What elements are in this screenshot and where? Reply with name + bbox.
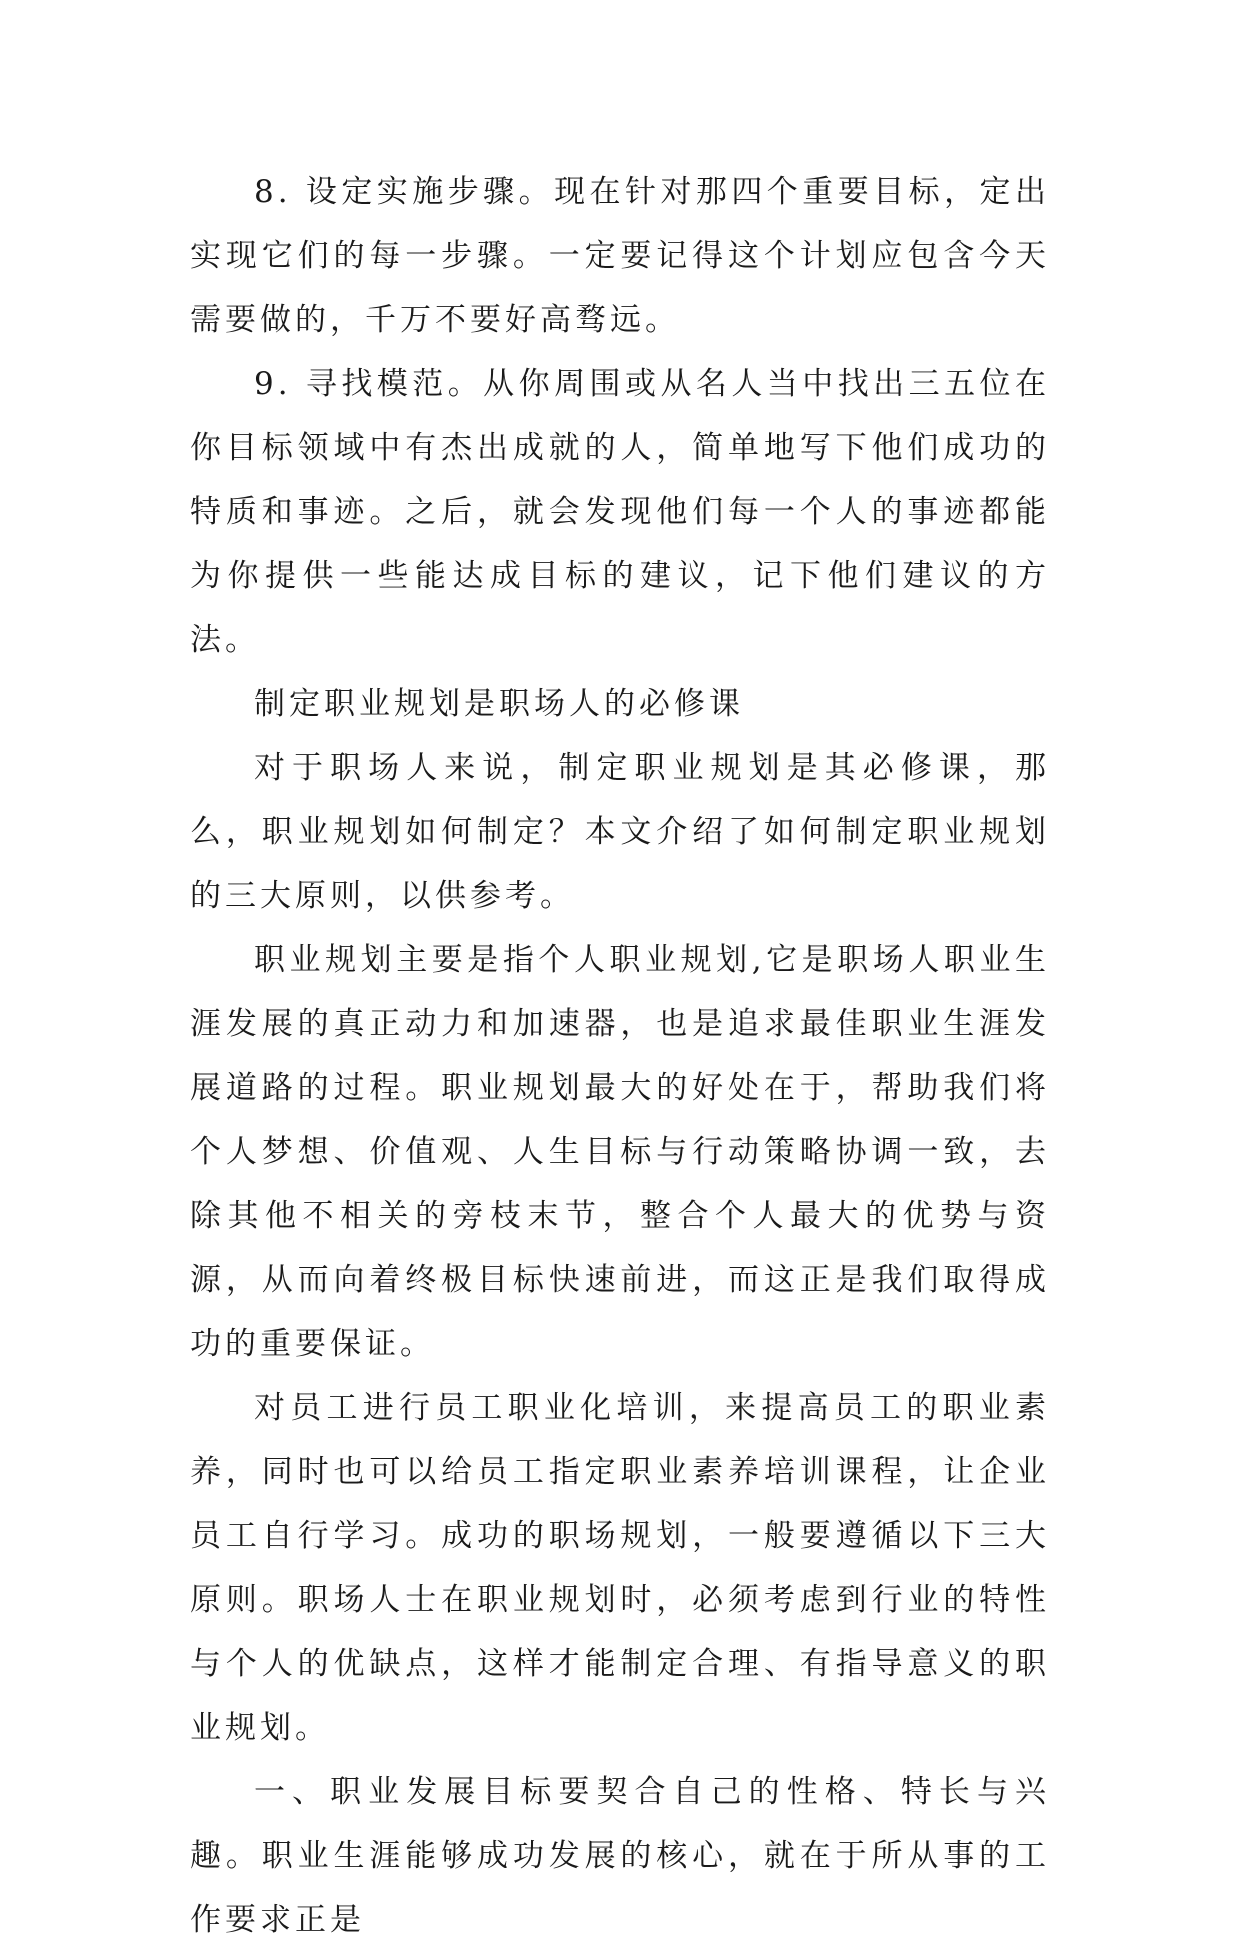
paragraph-principle-1: 一、职业发展目标要契合自己的性格、特长与兴趣。职业生涯能够成功发展的核心，就在于所从事的工作要求正是 <box>190 1774 1050 1938</box>
document-body <box>190 160 1050 1952</box>
section-heading: 制定职业规划是职场人的必修课 <box>254 686 744 722</box>
paragraph-step-8: 8. 设定实施步骤。现在针对那四个重要目标，定出实现它们的每一步骤。一定要记得这个计划应包含今天需要做的，千万不要好高骛远。 <box>190 174 1050 338</box>
paragraph-training: 对员工进行员工职业化培训，来提高员工的职业素养，同时也可以给员工指定职业素养培训课程，让企业员工自行学习。成功的职场规划，一般要遵循以下三大原则。职场人士在职业规划时，必须考虑到行业的特性与个人的优缺点，这样才能制定合理、有指导意义的职业规划。 <box>190 1390 1050 1746</box>
paragraph-step-9: 9. 寻找模范。从你周围或从名人当中找出三五位在你目标领域中有杰出成就的人，简单地写下他们成功的特质和事迹。之后，就会发现他们每一个人的事迹都能为你提供一些能达成目标的建议，记下他们建议的方法。 <box>190 366 1050 658</box>
paragraph-definition: 职业规划主要是指个人职业规划,它是职场人职业生涯发展的真正动力和加速器，也是追求最佳职业生涯发展道路的过程。职业规划最大的好处在于，帮助我们将个人梦想、价值观、人生目标与行动策略协调一致，去除其他不相关的旁枝末节，整合个人最大的优势与资源，从而向着终极目标快速前进，而这正是我们取得成功的重要保证。 <box>190 942 1050 1362</box>
paragraph-intro: 对于职场人来说，制定职业规划是其必修课，那么，职业规划如何制定？本文介绍了如何制定职业规划的三大原则，以供参考。 <box>190 750 1050 914</box>
